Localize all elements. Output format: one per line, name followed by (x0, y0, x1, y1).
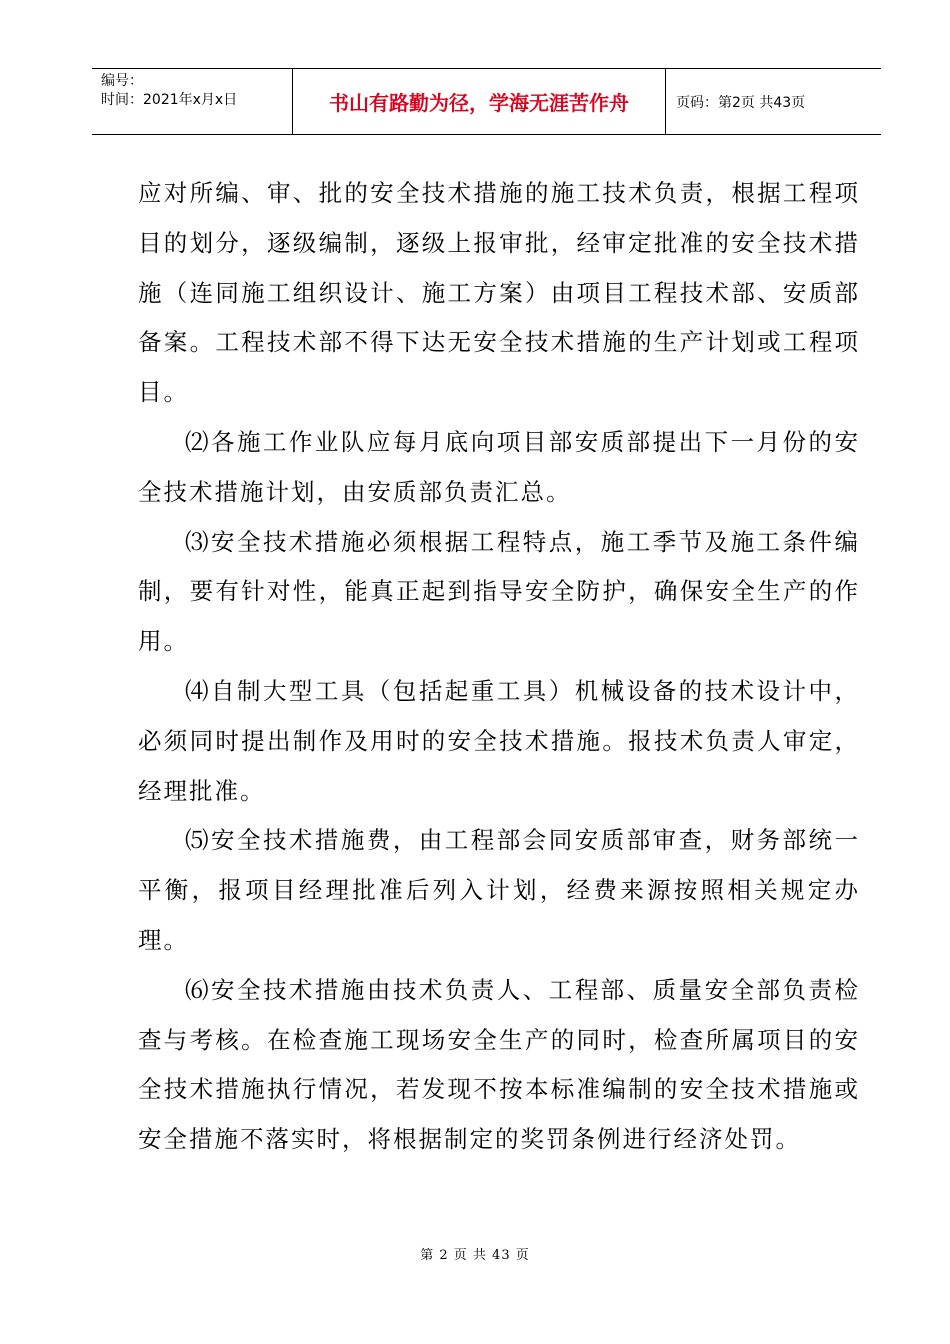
document-number-label: 编号： (101, 73, 143, 89)
paragraph: ⑹安全技术措施由技术负责人、工程部、质量安全部负责检查与考核。在检查施工现场安全生产的同时，检查所属项目的安全技术措施执行情况，若发现不按本标准编制的安全技术措施或安全措施不落实时，将根据制定的奖罚条例进行经济处罚。 (138, 975, 860, 1154)
paragraph: 应对所编、审、批的安全技术措施的施工技术负责，根据工程项目的划分，逐级编制，逐级上报审批，经审定批准的安全技术措施（连同施工组织设计、施工方案）由项目工程技术部、安质部备案。工程技术部不得下达无安全技术措施的生产计划或工程项目。 (138, 179, 860, 407)
paragraph: ⑶安全技术措施必须根据工程特点，施工季节及施工条件编制，要有针对性，能真正起到指导安全防护，确保安全生产的作用。 (138, 527, 860, 656)
page-header (92, 68, 881, 135)
header-page-info: 页码：第2页 共43页 (676, 94, 806, 111)
page-footer: 第 2 页 共 43 页 (420, 1248, 530, 1263)
paragraph: ⑸安全技术措施费，由工程部会同安质部审查，财务部统一平衡，报项目经理批准后列入计划，经费来源按照相关规定办理。 (138, 826, 860, 954)
header-meta (92, 69, 292, 134)
header-motto: 书山有路勤为径，学海无涯苦作舟 (292, 69, 666, 134)
document-time-label: 时间：2021年x月x日 (101, 92, 238, 108)
document-body (138, 169, 860, 1165)
paragraph: ⑷自制大型工具（包括起重工具）机械设备的技术设计中，必须同时提出制作及用时的安全技术措施。报技术负责人审定，经理批准。 (138, 676, 860, 805)
paragraph: ⑵各施工作业队应每月底向项目部安质部提出下一月份的安全技术措施计划，由安质部负责汇总。 (138, 427, 860, 506)
